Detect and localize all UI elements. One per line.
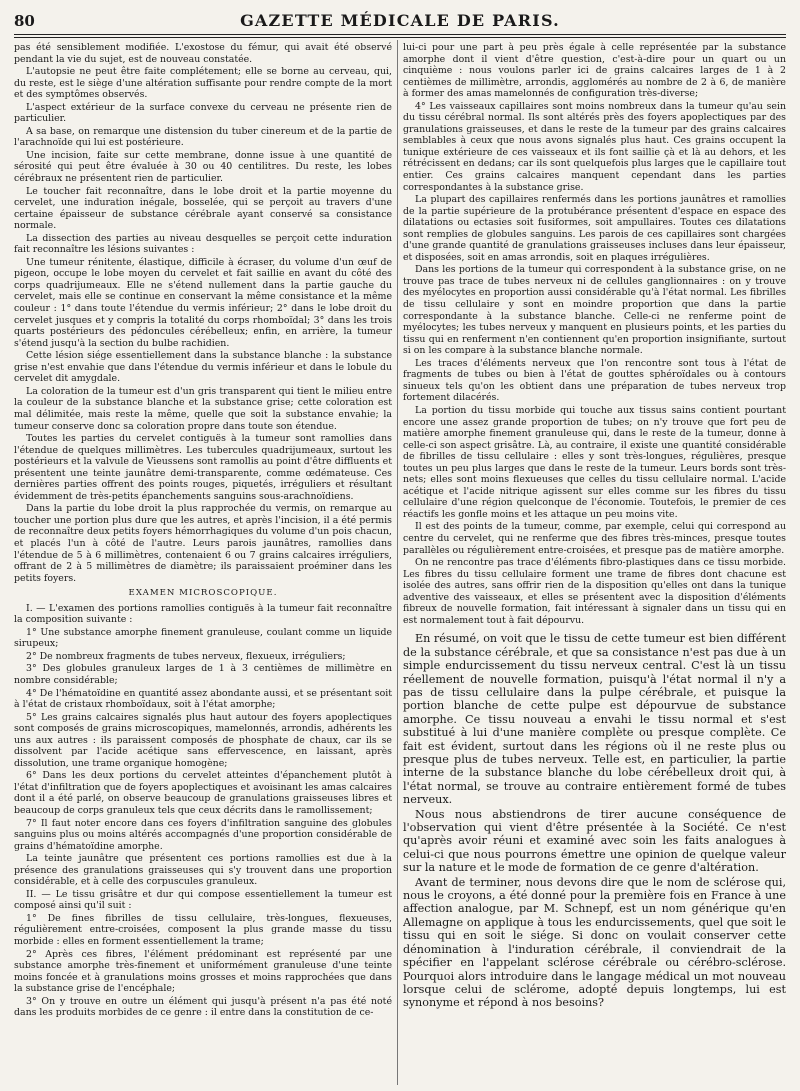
page-number: 80 [14, 12, 35, 30]
paragraph: Avant de terminer, nous devons dire que le nom de sclérose qui, nous le croyons, a été donné pour la première fois en France à une affection analogue, par M. Schnepf, est un nom générique qu'en Allemagne on applique à tous les endurcissements, quel que soit le tissu qui en soit le siége. Si donc on voulait conserver cette dénomination à l'induration cérébrale, il conviendrait de la spécifier en l'appelant sclérose cérébrale ou cérébro-sclérose. Pourquoi alors introduire dans le langage médical un mot nouveau lorsque celui de sclérome, adopté depuis longtemps, lui est synonyme et répond à nos besoins? [403, 875, 786, 1010]
paragraph: 5° Les grains calcaires signalés plus haut autour des foyers apoplectiques sont composés de grains microscopiques, mamelonnés, arrondis, adhérents les uns aux autres : ils paraissent composés de phosphate de chaux, car ils se dissolvent par l'acide acétique sans effervescence, en laissant, après dissolution, une trame organique homogène; [14, 711, 392, 769]
paragraph: La plupart des capillaires renfermés dans les portions jaunâtres et ramollies de la partie supérieure de la protubérance présentent d'espace en espace des dilatations ou ectasies soit fusiformes, soit ampullaires. Toutes ces dilatations sont remplies de globules sanguins. Les parois de ces capillaires sont chargées d'une grande quantité de granulations graisseuses incluses dans leur épaisseur, et disposées, soit en amas arrondis, soit en plaques irrégulières. [403, 194, 786, 263]
right-column [403, 42, 786, 1082]
paragraph: L'aspect extérieur de la surface convexe du cerveau ne présente rien de particulier. [14, 101, 392, 125]
left-paragraphs-a [14, 42, 392, 584]
right-paragraphs-large [403, 632, 786, 1009]
paragraph: Les traces d'éléments nerveux que l'on rencontre sont tous à l'état de fragments de tubes ou bien à l'état de gouttes sphéroïdales ou à contours sinueux tels qu'on les obtient dans une préparation de tubes nerveux trop fortement dilacérés. [403, 357, 786, 404]
paragraph: La portion du tissu morbide qui touche aux tissus sains contient pourtant encore une assez grande proportion de tubes; on n'y trouve que fort peu de matière amorphe finement granuleuse qui, dans le reste de la tumeur, donne à celle-ci son aspect grisâtre. Là, au contraire, il existe une quantité considérable de fibrilles de tissu cellulaire : elles y sont très-longues, régulières, presque toutes un peu plus larges que dans le reste de la tumeur. Leurs bords sont très-nets; elles sont moins flexueuses que celles du tissu cellulaire normal. L'acide acétique et l'acide nitrique agissent sur elles comme sur les fibres du tissu cellulaire d'une région quelconque de l'économie. Toutefois, le premier de ces réactifs les gonfle moins et les attaque un peu moins vite. [403, 404, 786, 520]
paragraph: 1° Une substance amorphe finement granuleuse, coulant comme un liquide sirupeux; [14, 626, 392, 650]
paragraph: 3° On y trouve en outre un élément qui jusqu'à présent n'a pas été noté dans les produits morbides de ce genre : il entre dans la constitution de ce- [14, 995, 392, 1019]
paragraph: En résumé, on voit que le tissu de cette tumeur est bien différent de la substance cérébrale, et que sa consistance n'est pas due à un simple endurcissement du tissu nerveux central. C'est là un tissu réellement de nouvelle formation, puisqu'à l'état normal il n'y a pas de tissu cellulaire dans la pulpe cérébrale, et puisque la portion blanche de cette pulpe est dépourvue de substance amorphe. Ce tissu nouveau a envahi le tissu normal et s'est substitué à lui d'une manière complète ou presque complète. Ce fait est évident, surtout dans les régions où il ne reste plus ou presque plus de tubes nerveux. Telle est, en particulier, la partie interne de la substance blanche du lobe cérébelleux droit qui, à l'état normal, se trouve au contraire entièrement formé de tubes nerveux. [403, 632, 786, 807]
paragraph: lui-ci pour une part à peu près égale à celle représentée par la substance amorphe dont il vient d'être question, c'est-à-dire pour un quart ou un cinquième : nous voulons parler ici de grains calcaires larges de 1 à 2 centièmes de millimètre, arrondis, agglomérés au nombre de 2 à 6, de manière à former des amas mamelonnés de configuration très-diverse; [403, 42, 786, 100]
paragraph: Dans les portions de la tumeur qui correspondent à la substance grise, on ne trouve pas trace de tubes nerveux ni de cellules ganglionnaires : on y trouve des myélocytes en proportion aussi considérable qu'à l'état normal. Les fibrilles de tissu cellulaire y sont en moindre proportion que dans la partie correspondante à la substance blanche. Celle-ci ne renferme point de myélocytes; les tubes nerveux y manquent en plusieurs points, et les parties du tissu qui en renferment n'en contiennent qu'en proportion insignifiante, surtout si on les compare à la substance blanche normale. [403, 264, 786, 357]
column-divider [397, 40, 398, 1085]
paragraph: Cette lésion siége essentiellement dans la substance blanche : la substance grise n'est envahie que dans l'étendue du vermis inférieur et dans le lobule du cervelet dit amygdale. [14, 350, 392, 385]
paragraph: 6° Dans les deux portions du cervelet atteintes d'épanchement plutôt à l'état d'infiltration que de foyers apoplectiques et avoisinant les amas calcaires dont il a été parlé, on observe beaucoup de granulations graisseuses libres et beaucoup de corps granuleux tels que ceux décrits dans le ramollissement; [14, 770, 392, 816]
paragraph: La coloration de la tumeur est d'un gris transparent qui tient le milieu entre la couleur de la substance blanche et la substance grise; cette coloration est mal délimitée, mais reste la même, quelle que soit la substance envahie; la tumeur conserve donc sa coloration propre dans toute son étendue. [14, 385, 392, 432]
paragraph: II. — Le tissu grisâtre et dur qui compose essentiellement la tumeur est composé ainsi qu'il suit : [14, 888, 392, 912]
section-title: EXAMEN MICROSCOPIQUE. [128, 588, 278, 599]
journal-title: GAZETTE MÉDICALE DE PARIS. [240, 11, 560, 30]
paragraph: I. — L'examen des portions ramollies contiguës à la tumeur fait reconnaître la composition suivante : [14, 602, 392, 626]
paragraph: 4° De l'hématoïdine en quantité assez abondante aussi, et se présentant soit à l'état de cristaux rhomboïdaux, soit à l'état amorphe; [14, 687, 392, 711]
paragraph: Dans la partie du lobe droit la plus rapprochée du vermis, on remarque au toucher une portion plus dure que les autres, et après l'incision, il a été permis de reconnaître deux petits foyers hémorrhagiques du volume d'un pois chacun, et placés l'un à côté de l'autre. Leurs parois jaunâtres, ramollies dans l'étendue de 5 à 6 millimètres, contenaient 6 ou 7 grains calcaires irréguliers, offrant de 2 à 5 millimètres de diamètre; ils paraissaient proéminer dans les petits foyers. [14, 503, 392, 584]
left-column [14, 42, 392, 1082]
page-header [14, 6, 786, 36]
paragraph: Une tumeur rénitente, élastique, difficile à écraser, du volume d'un œuf de pigeon, occupe le lobe moyen du cervelet et fait saillie en avant du côté des corps quadrijumeaux. Elle ne s'étend nullement dans la partie gauche du cervelet, mais elle se continue en conservant la même consistance et la même couleur : 1° dans toute l'étendue du vermis inférieur; 2° dans le lobe droit du cervelet jusques et y compris la totalité du corps rhomboïdal; 3° dans les trois quarts postérieurs des pédoncules cérébelleux; enfin, en arrière, la tumeur s'étend jusqu'à la section du bulbe rachidien. [14, 256, 392, 349]
paragraph: 1° De fines fibrilles de tissu cellulaire, très-longues, flexueuses, régulièrement entre-croisées, composent la plus grande masse du tissu morbide : elles en forment essentiellement la trame; [14, 912, 392, 948]
paragraph: 7° Il faut noter encore dans ces foyers d'infiltration sanguine des globules sanguins plus ou moins altérés accompagnés d'une proportion considérable de grains d'hématoïdine amorphe. [14, 817, 392, 852]
paragraph: pas été sensiblement modifiée. L'exostose du fémur, qui avait été observé pendant la vie du sujet, est de nouveau constatée. [14, 42, 392, 65]
paragraph: La teinte jaunâtre que présentent ces portions ramollies est due à la présence des granulations graisseuses qui s'y trouvent dans une proportion considérable, et à celle des corpuscules granuleux. [14, 853, 392, 888]
paragraph: Le toucher fait reconnaître, dans le lobe droit et la partie moyenne du cervelet, une induration inégale, bosselée, qui se perçoit au travers d'une certaine épaisseur de substance cérébrale ayant conservé sa consistance normale. [14, 185, 392, 232]
paragraph: La dissection des parties au niveau desquelles se perçoit cette induration fait reconnaître les lésions suivantes : [14, 232, 392, 256]
paragraph: Une incision, faite sur cette membrane, donne issue à une quantité de sérosité qui peut être évaluée à 30 ou 40 centilitres. Du reste, les lobes cérébraux ne présentent rien de particulier. [14, 149, 392, 185]
paragraph: A sa base, on remarque une distension du tuber cinereum et de la partie de l'arachnoïde qui lui est postérieure. [14, 125, 392, 149]
paragraph: 4° Les vaisseaux capillaires sont moins nombreux dans la tumeur qu'au sein du tissu cérébral normal. Ils sont altérés près des foyers apoplectiques par des granulations graisseuses, et dans le reste de la tumeur par des grains calcaires semblables à ceux que nous avons signalés plus haut. Ces grains occupent la tunique extérieure de ces vaisseaux et ils font saillie çà et là au dehors, et les rétrécissent en dedans; car ils sont quelquefois plus larges que le capillaire tout entier. Ces grains calcaires manquent cependant dans les parties correspondantes à la substance grise. [403, 100, 786, 193]
paragraph: 3° Des globules granuleux larges de 1 à 3 centièmes de millimètre en nombre considérable; [14, 663, 392, 686]
paragraph: Nous nous abstiendrons de tirer aucune conséquence de l'observation qui vient d'être présentée à la Société. Ce n'est qu'après avoir réuni et examiné avec soin les faits analogues à celui-ci que nous pourrons émettre une opinion de quelque valeur sur la nature et le mode de formation de ce genre d'altération. [403, 807, 786, 875]
paragraph: 2° Après ces fibres, l'élément prédominant est représenté par une substance amorphe très-finement et uniformément granuleuse d'une teinte moins foncée et à granulations moins grosses et moins rapprochées que dans la substance grise de l'encéphale; [14, 948, 392, 995]
header-rule [14, 34, 786, 35]
paragraph: L'autopsie ne peut être faite complétement; elle se borne au cerveau, qui, du reste, est le siège d'une altération suffisante pour rendre compte de la mort et des symptômes observés. [14, 66, 392, 101]
paragraph: Il est des points de la tumeur, comme, par exemple, celui qui correspond au centre du cervelet, qui ne renferme que des fibres très-minces, presque toutes parallèles ou régulièrement entre-croisées, et presque pas de matière amorphe. [403, 521, 786, 556]
paragraph: Toutes les parties du cervelet contiguës à la tumeur sont ramollies dans l'étendue de quelques millimètres. Les tubercules quadrijumeaux, surtout les postérieurs et la valvule de Vieussens sont ramollis au point d'être diffluents et présentent une teinte jaunâtre demi-transparente, comme œdémateuse. Ces dernières parties offrent des points rouges, piquetés, irréguliers et résultant évidemment de très-petits épanchements sanguins sous-arachnoïdiens. [14, 433, 392, 502]
right-paragraphs-small [403, 42, 786, 626]
header-rule-double [14, 37, 786, 38]
paragraph: 2° De nombreux fragments de tubes nerveux, flexueux, irréguliers; [26, 650, 346, 662]
left-paragraphs-b [14, 603, 392, 1019]
paragraph: On ne rencontre pas trace d'éléments fibro-plastiques dans ce tissu morbide. Les fibres du tissu cellulaire forment une trame de fibres dont chacune est isolée des autres, sans offrir rien de la disposition qu'elles ont dans la tunique adventive des vaisseaux, et elles se présentent avec la disposition d'éléments fibreux de nouvelle formation, fait intéressant à signaler dans un tissu qui en est normalement tout à fait dépourvu. [403, 557, 786, 626]
